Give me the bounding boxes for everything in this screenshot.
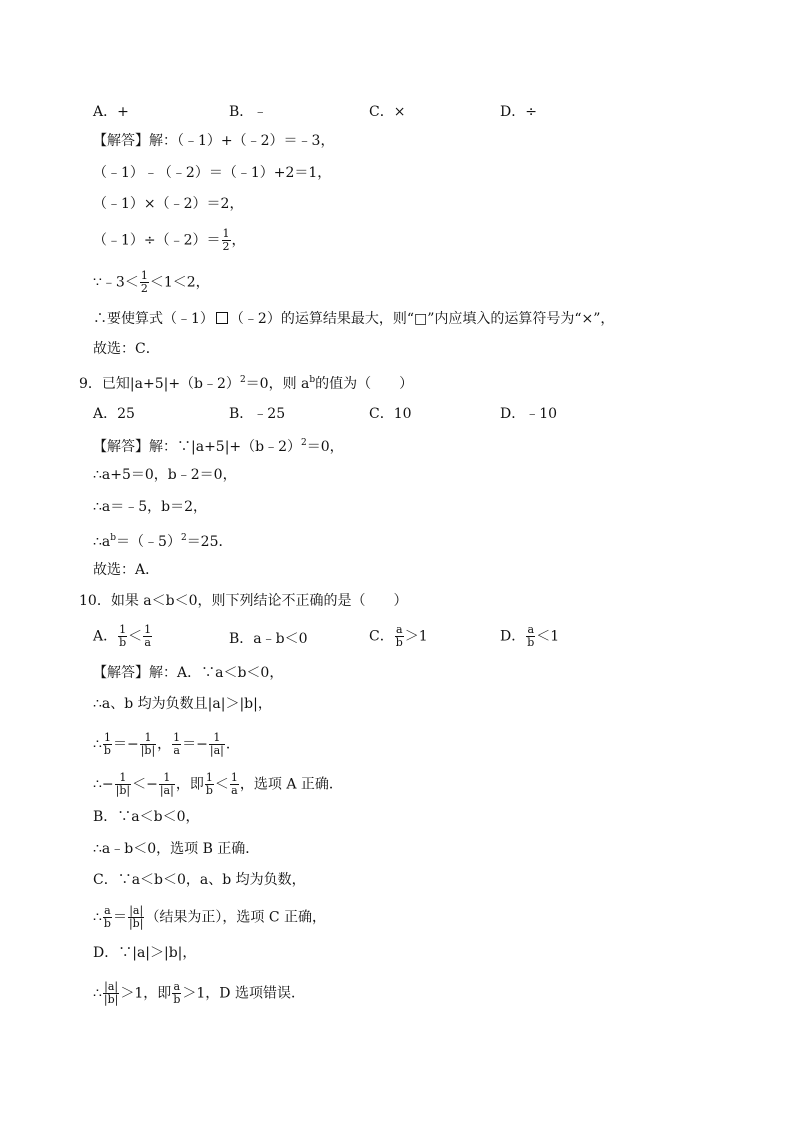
q9-answer-line-5: 故选：A．: [93, 562, 160, 578]
q8-answer-line-7: 故选：C．: [93, 341, 160, 357]
q8-option-b: B．﹣: [229, 104, 268, 120]
q9-option-d: D．﹣10: [500, 406, 558, 422]
q8-answer-line-4: （﹣1）÷（﹣2）＝ $\frac{1}{2}$ ，: [93, 227, 246, 253]
q10-answer-line-5: B．∵a＜b＜0，: [93, 809, 200, 825]
q10-option-b: B．a﹣b＜0: [229, 631, 308, 647]
q9-answer-line-2: ∴a+5＝0，b﹣2＝0，: [93, 467, 237, 483]
fraction-half: $\frac{1}{2}$: [222, 227, 230, 253]
answer-label: 【解答】: [93, 439, 149, 455]
q9-option-b: B．﹣25: [229, 406, 286, 422]
q10-answer-line-3: ∴ $\frac{1}{b}$ ＝− $\frac{1}{|b|}$ ， $\frac{1}{a}$ ＝− $\frac{1}{|a|}$ ．: [93, 731, 240, 757]
q8-answer-line-1: 【解答】解：（﹣1）+（﹣2）＝﹣3，: [93, 133, 335, 149]
q10-answer-line-2: ∴a、b 均为负数且|a|＞|b|，: [93, 696, 272, 712]
q10-option-d: D． $\frac{a}{b}$ ＜1: [500, 623, 560, 649]
q10-answer-line-4: ∴− $\frac{1}{|b|}$ ＜− $\frac{1}{|a|}$ ，即 $\frac{1}{b}$ ＜ $\frac{1}{a}$ ，选项 A 正确．: [93, 771, 343, 797]
q8-answer-line-5: ∵﹣3＜ $\frac{1}{2}$ ＜1＜2，: [93, 269, 210, 295]
q10-answer-line-10: ∴ $\frac{|a|}{|b|}$ ＞1，即 $\frac{a}{b}$ ＞1，D 选项错误．: [93, 980, 305, 1006]
q10-answer-line-9: D．∵|a|＞|b|，: [93, 945, 197, 961]
q8-option-a: A．+: [93, 104, 129, 120]
q8-answer-line-6: ∴要使算式（﹣1） （﹣2）的运算结果最大，则“□”内应填入的运算符号为“×”，: [93, 311, 615, 327]
answer-label: 【解答】: [93, 665, 149, 681]
blank-box-icon: [216, 312, 228, 324]
q9-option-a: A．25: [93, 406, 135, 422]
q8-option-c: C．×: [369, 104, 406, 120]
answer-label: 【解答】: [93, 133, 149, 149]
q10-answer-line-1: 【解答】解：A．∵a＜b＜0，: [93, 665, 284, 681]
q9-answer-line-3: ∴a＝﹣5，b＝2，: [93, 499, 208, 515]
q9-answer-line-1: 【解答】解：∵|a+5|+（b﹣2）$^2$＝0，: [93, 438, 344, 455]
q9-option-c: C．10: [369, 406, 412, 422]
q9-answer-line-4: $\therefore a^b=(﹣5)^2=25$．: [93, 533, 233, 550]
q8-answer-line-3: （﹣1）×（﹣2）＝2，: [93, 196, 244, 212]
q8-answer-line-2: （﹣1）﹣（﹣2）＝（﹣1）+2＝1，: [93, 165, 332, 181]
q10-option-c: C． $\frac{a}{b}$ ＞1: [369, 623, 428, 649]
q8-option-d: D．÷: [500, 104, 537, 120]
q9-stem: 9．已知|a+5|+（b﹣2）$^2$＝0，则 $a^b$的值为（ ）: [79, 375, 414, 392]
fraction-half: $\frac{1}{2}$: [140, 269, 148, 295]
q10-answer-line-6: ∴a﹣b＜0，选项 B 正确．: [93, 841, 260, 857]
q10-option-a: A． $\frac{1}{b}$ ＜ $\frac{1}{a}$: [93, 623, 152, 649]
q10-answer-line-7: C．∵a＜b＜0，a、b 均为负数，: [93, 872, 306, 888]
q10-stem: 10．如果 a＜b＜0，则下列结论不正确的是（ ）: [79, 593, 408, 609]
q10-answer-line-8: ∴ $\frac{a}{b}$ ＝ $\frac{|a|}{|b|}$ （结果为正），选项 C 正确，: [93, 904, 327, 930]
